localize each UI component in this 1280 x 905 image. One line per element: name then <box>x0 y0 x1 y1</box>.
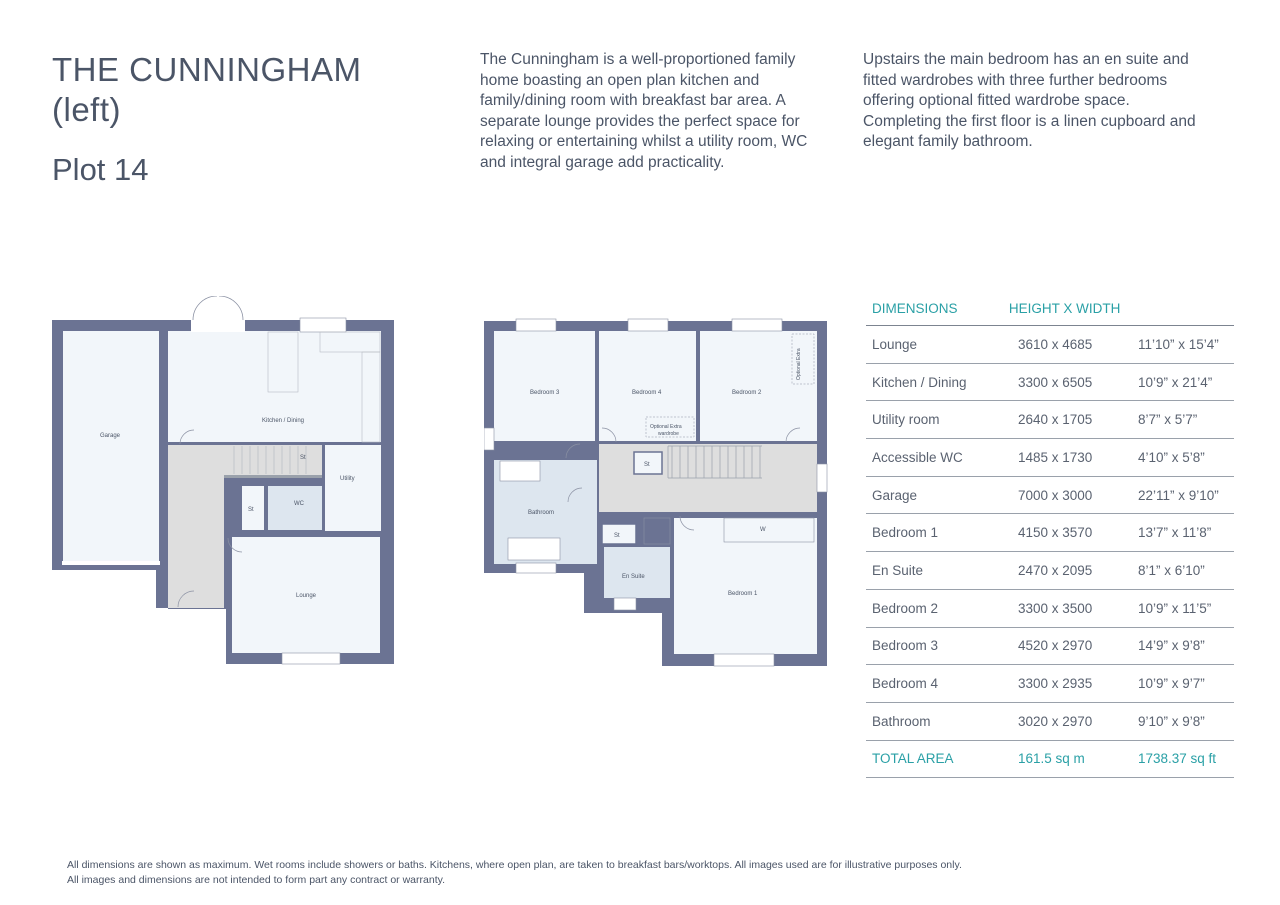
label-bedroom-2: Bedroom 2 <box>732 390 762 396</box>
dimension-ft: 9’10” x 9’8” <box>1138 713 1205 729</box>
kitchen-partition <box>168 442 381 445</box>
room-name: Bedroom 2 <box>872 600 939 616</box>
garage-floor <box>63 331 159 561</box>
dimension-ft: 8’7” x 5’7” <box>1138 412 1198 428</box>
stair-floor <box>224 445 322 475</box>
stair-partition <box>224 475 324 478</box>
hall-floor <box>168 445 224 608</box>
wc-wall <box>264 482 268 534</box>
header-height-width: HEIGHT X WIDTH <box>1008 301 1121 316</box>
label-kitchen: Kitchen / Dining <box>262 418 305 424</box>
plan-cutout-2 <box>52 570 156 668</box>
label-ensuite: En Suite <box>622 574 645 580</box>
bedroom3-floor <box>494 331 595 441</box>
label-store-b: St <box>614 533 620 539</box>
upper-cutout-2 <box>584 613 662 668</box>
label-store-a: St <box>644 462 650 468</box>
dimension-mm: 7000 x 3000 <box>1018 487 1093 503</box>
label-optional-extra: Optional Extra <box>650 424 682 430</box>
dimension-row <box>866 703 1234 741</box>
first-floor-plan <box>484 318 829 668</box>
footnote <box>67 858 1217 887</box>
ground-floor-plan <box>52 296 397 668</box>
room-name: Bedroom 1 <box>872 525 939 541</box>
bath-landing-wall <box>597 518 601 598</box>
dimension-ft: 13’7” x 11’8” <box>1138 525 1212 541</box>
label-bathroom: Bathroom <box>528 510 555 516</box>
plot-number: Plot 14 <box>52 152 149 187</box>
dimension-row <box>866 628 1234 666</box>
b3-b4-wall <box>595 331 599 444</box>
room-name: Bedroom 4 <box>872 676 939 692</box>
utility-wall <box>322 445 325 531</box>
dimension-mm: 2640 x 1705 <box>1018 412 1093 428</box>
dimension-mm: 4520 x 2970 <box>1018 638 1093 654</box>
store-wall <box>238 482 242 534</box>
total-area-label: TOTAL AREA <box>872 751 954 767</box>
dimension-ft: 14’9” x 9’8” <box>1138 638 1205 654</box>
header-dimensions: DIMENSIONS <box>872 301 958 316</box>
page-title <box>52 50 432 130</box>
first-floor-drawing <box>484 318 829 668</box>
room-name: Bathroom <box>872 713 931 729</box>
dimension-row <box>866 552 1234 590</box>
dimension-row <box>866 590 1234 628</box>
upper-cutout-1 <box>484 573 584 668</box>
bedroom1-floor <box>674 518 817 654</box>
room-name: Utility room <box>872 412 940 428</box>
room-name: Kitchen / Dining <box>872 374 967 390</box>
label-wc: WC <box>294 501 304 507</box>
total-area-sqm: 161.5 sq m <box>1018 751 1085 767</box>
dimension-ft: 10’9” x 9’7” <box>1138 676 1205 692</box>
b4-window <box>628 319 668 331</box>
label-bedroom-3: Bedroom 3 <box>530 390 560 396</box>
dimension-ft: 4’10” x 5’8” <box>1138 449 1205 465</box>
kitchen-window <box>300 318 346 332</box>
label-bedroom-4: Bedroom 4 <box>632 390 662 396</box>
dimension-row <box>866 439 1234 477</box>
utility-floor <box>324 445 381 531</box>
shower-tray <box>500 461 540 481</box>
ensuite-window <box>614 598 636 610</box>
intro-paragraph-first: Upstairs the main bedroom has an en suite and fitted wardrobes with three further bedrooms offering optional fitted wardrobe space. Completing the first floor is a linen cupboard and elegant family bathroom. <box>863 51 1196 151</box>
dimension-row <box>866 514 1234 552</box>
dimension-ft: 22’11” x 9’10” <box>1138 487 1219 503</box>
label-store-2: St <box>300 455 306 461</box>
dimension-mm: 3300 x 2935 <box>1018 676 1093 692</box>
label-lounge: Lounge <box>296 593 317 599</box>
ensuite-floor <box>604 546 670 598</box>
dimension-row <box>866 477 1234 515</box>
footnote-line-1: All dimensions are shown as maximum. Wet rooms include showers or baths. Kitchens, where open plan, are taken to breakfast bars/worktops. All images used are for illustrative purposes only. <box>67 859 962 871</box>
french-door-swing <box>193 296 243 320</box>
b3-window <box>516 319 556 331</box>
b2-window <box>732 319 782 331</box>
b3-bath-wall <box>494 441 584 444</box>
landing-window <box>817 464 827 492</box>
title-line-1: THE CUNNINGHAM <box>52 51 362 88</box>
dimensions-table <box>866 292 1234 778</box>
label-bedroom-1: Bedroom 1 <box>728 591 758 597</box>
french-door-gap <box>191 318 245 332</box>
label-store-1: St <box>248 507 254 513</box>
dimension-mm: 2470 x 2095 <box>1018 562 1093 578</box>
garage-partition <box>159 331 168 561</box>
dimension-row <box>866 401 1234 439</box>
plan-cutout-1 <box>156 608 226 668</box>
room-name: En Suite <box>872 562 924 578</box>
dimension-mm: 4150 x 3570 <box>1018 525 1093 541</box>
dimension-row <box>866 326 1234 364</box>
total-area-sqft: 1738.37 sq ft <box>1138 751 1217 767</box>
footnote-line-2: All images and dimensions are not intended to form part any contract or warranty. <box>67 873 445 886</box>
kitchen-floor <box>168 331 381 444</box>
label-garage: Garage <box>100 433 121 439</box>
bath-window <box>516 563 556 573</box>
room-name: Bedroom 3 <box>872 638 939 654</box>
lounge-partition <box>224 531 381 537</box>
title-line-2: (left) <box>52 91 121 128</box>
label-optional-vertical: Optional Extra <box>796 348 802 380</box>
dimensions-header-row <box>866 292 1234 326</box>
bedroom2-floor <box>700 331 817 441</box>
lounge-window <box>282 653 340 664</box>
label-wardrobe: W <box>760 527 766 533</box>
dimension-ft: 11’10” x 15’4” <box>1138 336 1219 352</box>
b4-b2-wall <box>696 331 700 444</box>
b1-window <box>714 654 774 666</box>
dimension-mm: 3300 x 3500 <box>1018 600 1093 616</box>
wc-floor <box>266 486 324 530</box>
dimension-mm: 3020 x 2970 <box>1018 713 1093 729</box>
dimension-row <box>866 364 1234 402</box>
ensuite-b1-wall <box>670 514 674 598</box>
room-name: Lounge <box>872 336 918 352</box>
dimension-ft: 8’1” x 6’10” <box>1138 562 1205 578</box>
bath-tub <box>508 538 560 560</box>
dimension-row <box>866 665 1234 703</box>
room-name: Accessible WC <box>872 449 963 465</box>
label-utility: Utility <box>340 476 355 482</box>
garage-door <box>62 561 160 565</box>
dimension-mm: 3300 x 6505 <box>1018 374 1093 390</box>
dimensions-rows <box>866 326 1234 741</box>
ground-floor-drawing <box>52 296 397 668</box>
bedrooms-landing-wall <box>599 441 817 444</box>
dimension-ft: 10’9” x 11’5” <box>1138 600 1212 616</box>
intro-paragraph-ground: The Cunningham is a well-proportioned family home boasting an open plan kitchen and family/dining room with breakfast bar area. A separate lounge provides the perfect space for relaxing or entertaining whilst a utility room, WC and integral garage add practicality. <box>480 51 808 171</box>
total-area-row <box>866 741 1234 779</box>
dimension-mm: 1485 x 1730 <box>1018 449 1093 465</box>
label-optional-wardrobe: wardrobe <box>658 431 679 437</box>
b3-side-window <box>484 428 494 450</box>
hall-end-wall <box>168 608 226 609</box>
dimension-mm: 3610 x 4685 <box>1018 336 1093 352</box>
dimension-ft: 10’9” x 21’4” <box>1138 374 1213 390</box>
room-name: Garage <box>872 487 918 503</box>
